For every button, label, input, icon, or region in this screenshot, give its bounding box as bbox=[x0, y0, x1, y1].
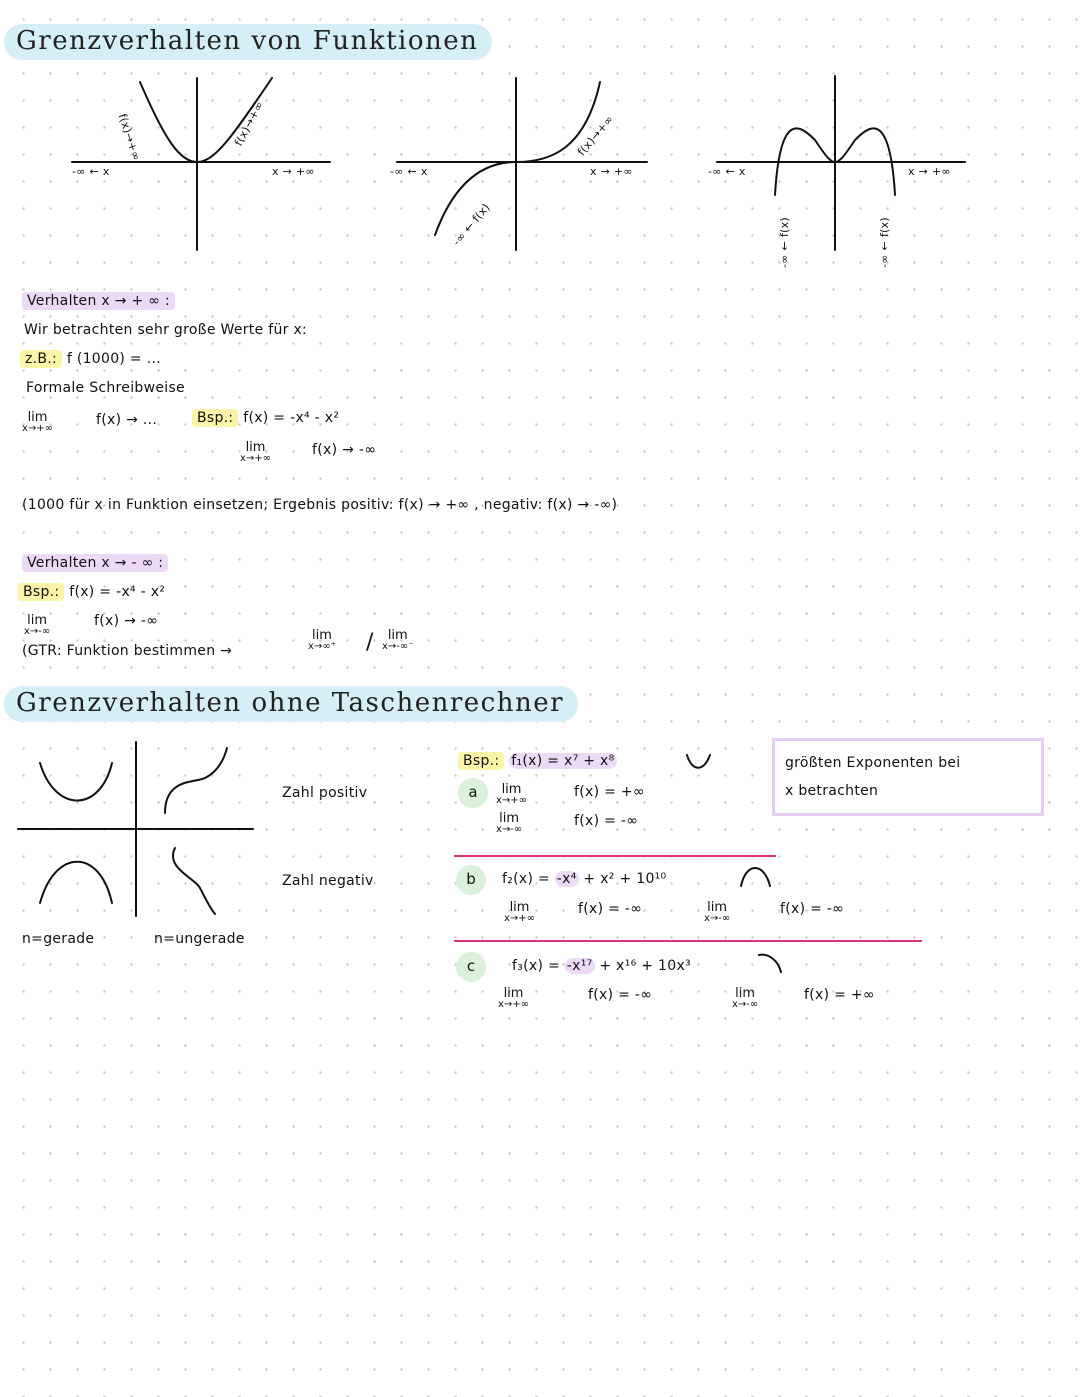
substitution-note: (1000 für x in Funktion einsetzen; Ergebnis positiv: f(x) → +∞ , negativ: f(x) → -∞) bbox=[22, 497, 618, 513]
gtr-limit-1-bottom: x→∞⁺ bbox=[308, 641, 336, 652]
bsp-1-function: f(x) = -x⁴ - x² bbox=[243, 410, 340, 426]
a-limit-1-expression: f(x) = +∞ bbox=[574, 784, 645, 800]
intro-line: Wir betrachten sehr große Werte für x: bbox=[24, 322, 308, 338]
limit-1-top: lim bbox=[27, 410, 48, 425]
section2-title: Grenzverhalten ohne Taschenrechner bbox=[4, 686, 578, 722]
c-limit-2 bbox=[732, 988, 758, 1010]
gtr-slash: / bbox=[366, 630, 374, 655]
a-limit-1 bbox=[496, 784, 527, 806]
b-limit-1-bottom: x→+∞ bbox=[504, 913, 536, 924]
example-b-marker: b bbox=[456, 865, 486, 895]
zb-text: f (1000) = ... bbox=[66, 351, 161, 367]
f1-shape-sketch bbox=[684, 752, 714, 774]
bsp-label-3: Bsp.: bbox=[458, 752, 504, 770]
c-limit-1-top: lim bbox=[503, 986, 524, 1001]
f2-rest: + x² + 10¹⁰ bbox=[583, 871, 667, 887]
rule-box-line-2: x betrachten bbox=[785, 783, 879, 799]
gtr-limit-2-top: lim bbox=[387, 628, 408, 643]
graph3-left-label: -∞ ← x bbox=[708, 165, 746, 178]
f2-shape-sketch bbox=[738, 862, 774, 888]
c-limit-2-top: lim bbox=[735, 986, 756, 1001]
graph2-curve-right-label: f(x)→+∞ bbox=[575, 112, 617, 159]
c-limit-1-expression: f(x) = -∞ bbox=[588, 987, 653, 1003]
a-limit-1-top: lim bbox=[501, 782, 522, 797]
graph1-left-label: -∞ ← x bbox=[72, 165, 110, 178]
limit-3-top: lim bbox=[27, 613, 48, 628]
power-function-shapes bbox=[15, 738, 260, 923]
bsp-2-function: f(x) = -x⁴ - x² bbox=[69, 584, 166, 600]
graph2-left-label: -∞ ← x bbox=[390, 165, 428, 178]
limit-2-bottom: x→+∞ bbox=[240, 453, 272, 464]
limit-1 bbox=[22, 412, 53, 434]
example-a-marker: a bbox=[458, 778, 488, 808]
limit-1-bottom: x→+∞ bbox=[22, 423, 54, 434]
divider-b-c bbox=[454, 940, 922, 942]
c-limit-2-bottom: x→-∞ bbox=[732, 999, 759, 1010]
section1-title: Grenzverhalten von Funktionen bbox=[4, 24, 492, 60]
b-limit-2-bottom: x→-∞ bbox=[704, 913, 731, 924]
graph3-right-label: x → +∞ bbox=[908, 165, 951, 178]
n-ungerade-label: n=ungerade bbox=[154, 931, 245, 947]
limit-3-bottom: x→-∞ bbox=[24, 626, 51, 637]
graph1-right-label: x → +∞ bbox=[272, 165, 315, 178]
f3-start: f₃(x) = bbox=[512, 958, 561, 974]
bsp-label-1: Bsp.: bbox=[192, 409, 238, 427]
bsp-label-2: Bsp.: bbox=[18, 583, 64, 601]
behavior-negative-heading: Verhalten x → - ∞ : bbox=[22, 554, 168, 572]
b-limit-2-top: lim bbox=[707, 900, 728, 915]
graph3-curve-left-label: -∞ ← f(x) bbox=[778, 216, 791, 268]
a-limit-2-bottom: x→-∞ bbox=[496, 824, 523, 835]
f3-rest: + x¹⁶ + 10x³ bbox=[599, 958, 691, 974]
formal-notation-label: Formale Schreibweise bbox=[26, 380, 185, 396]
graph1-curve-left-label: f(x)→+∞ bbox=[115, 112, 144, 163]
f1-function: f₁(x) = x⁷ + x⁸ bbox=[511, 753, 615, 769]
n-gerade-label: n=gerade bbox=[22, 931, 95, 947]
example-c-marker: c bbox=[456, 952, 486, 982]
f3-leading-term: -x¹⁷ bbox=[566, 958, 593, 974]
graph3-curve-right-label: -∞ ← f(x) bbox=[878, 216, 891, 268]
limit-1-expression: f(x) → ... bbox=[96, 412, 158, 428]
c-limit-1-bottom: x→+∞ bbox=[498, 999, 530, 1010]
zahl-negativ-label: Zahl negativ bbox=[282, 873, 374, 889]
f2-leading-term: -x⁴ bbox=[556, 871, 577, 887]
a-limit-2-expression: f(x) = -∞ bbox=[574, 813, 639, 829]
limit-3 bbox=[24, 615, 50, 637]
gtr-limit-2-bottom: x→-∞⁻ bbox=[382, 641, 414, 652]
graph2-curve-left-label: -∞ ← f(x) bbox=[450, 200, 493, 249]
limit-2 bbox=[240, 442, 271, 464]
gtr-limit-2 bbox=[382, 630, 414, 652]
zb-label: z.B.: bbox=[20, 350, 62, 368]
limit-2-top: lim bbox=[245, 440, 266, 455]
graph1-curve-right-label: f(x)→+∞ bbox=[232, 99, 267, 149]
b-limit-1-expression: f(x) = -∞ bbox=[578, 901, 643, 917]
c-limit-2-expression: f(x) = +∞ bbox=[804, 987, 875, 1003]
gtr-note: (GTR: Funktion bestimmen → bbox=[22, 643, 233, 659]
behavior-positive-heading: Verhalten x → + ∞ : bbox=[22, 292, 175, 310]
f2-start: f₂(x) = bbox=[502, 871, 551, 887]
f3-shape-sketch bbox=[756, 950, 786, 976]
limit-2-expression: f(x) → -∞ bbox=[312, 442, 377, 458]
limit-3-expression: f(x) → -∞ bbox=[94, 613, 159, 629]
a-limit-2 bbox=[496, 813, 522, 835]
gtr-limit-1-top: lim bbox=[312, 628, 332, 643]
divider-a-b bbox=[454, 855, 776, 857]
a-limit-2-top: lim bbox=[499, 811, 520, 826]
b-limit-2-expression: f(x) = -∞ bbox=[780, 901, 845, 917]
rule-box-line-1: größten Exponenten bei bbox=[785, 755, 961, 771]
zahl-positiv-label: Zahl positiv bbox=[282, 785, 368, 801]
graph2-right-label: x → +∞ bbox=[590, 165, 633, 178]
b-limit-1 bbox=[504, 902, 535, 924]
b-limit-1-top: lim bbox=[509, 900, 530, 915]
b-limit-2 bbox=[704, 902, 730, 924]
a-limit-1-bottom: x→+∞ bbox=[496, 795, 528, 806]
rule-box bbox=[772, 738, 1044, 816]
c-limit-1 bbox=[498, 988, 529, 1010]
gtr-limit-1 bbox=[308, 630, 336, 652]
